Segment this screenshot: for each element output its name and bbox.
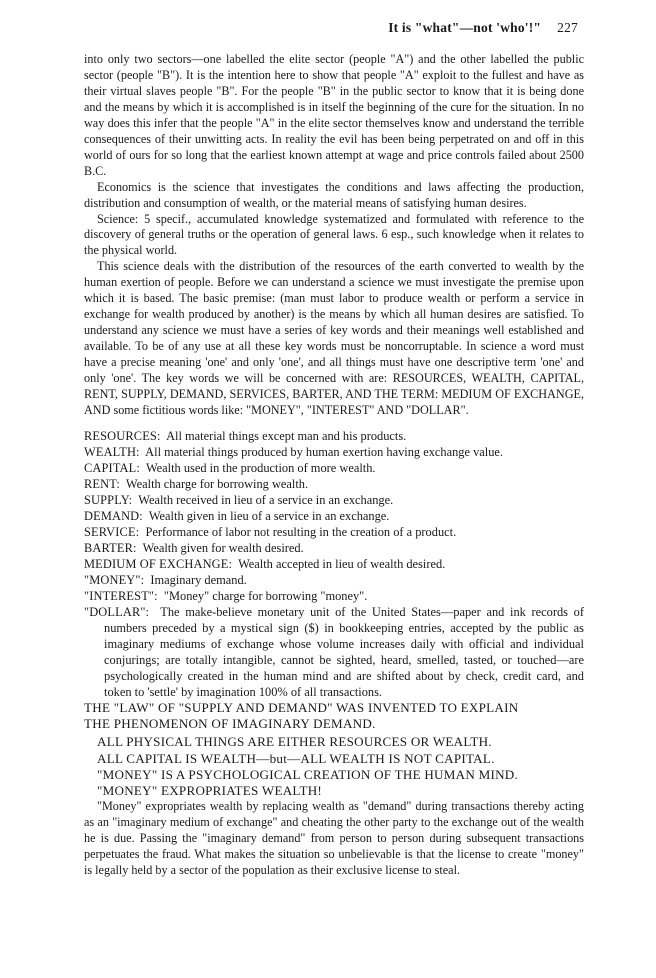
- definition-term: CAPITAL:: [84, 460, 140, 475]
- page-number: 227: [557, 20, 578, 35]
- definition-term: "MONEY":: [84, 572, 145, 587]
- definition-text: Imaginary demand.: [150, 572, 247, 587]
- law-statement: [84, 700, 584, 732]
- definition-text: Wealth charge for borrowing wealth.: [125, 476, 309, 491]
- definition-term: MEDIUM OF EXCHANGE:: [84, 556, 233, 571]
- definition-term: BARTER:: [84, 540, 137, 555]
- definition-text: All material things produced by human exertion having exchange value.: [145, 444, 504, 459]
- definition-text: Wealth given in lieu of a service in an exchange.: [148, 508, 390, 523]
- definition-text: Wealth accepted in lieu of wealth desired.: [238, 556, 446, 571]
- definition-supply: [84, 492, 584, 508]
- running-title: It is "what"—not 'who'!": [388, 20, 542, 35]
- definition-dollar: [84, 604, 584, 700]
- axiom: ALL PHYSICAL THINGS ARE EITHER RESOURCES OR WEALTH.: [97, 734, 492, 750]
- definition-medium-of-exchange: [84, 556, 584, 572]
- paragraph-key-words: This science deals with the distribution of the resources of the earth converted to wealth by the human exertion of people. Before we can understand a science we must investigate the premise upon which it is based. The basic premise: (man must labor to produce wealth or perform a service in exchange for wealth produced by another) is the means by which all human desires are satisfied. To understand any science we must have a series of key words and their meanings well established and available. To be of any use at all these key words must be noncorruptable. In science a word must have a precise meaning 'one' and only 'one', and all things must have one descriptive term 'one' and only 'one'. The key words we will be concerned with are: RESOURCES, WEALTH, CAPITAL, RENT, SUPPLY, DEMAND, SERVICES, BARTER, AND THE TERM: MEDIUM OF EXCHANGE, AND some fictitious words like: "MONEY", "INTEREST" AND "DOLLAR".: [84, 259, 584, 417]
- definition-resources: [84, 428, 584, 444]
- law-statement-line: THE PHENOMENON OF IMAGINARY DEMAND.: [84, 716, 376, 732]
- paragraph-closing: "Money" expropriates wealth by replacing wealth as "demand" during transactions thereby acting as an "imaginary medium of exchange" and cheating the other party to the exchange out of the wealth he is due. Passing the "imaginary demand" from person to person during subsequent transactions perpetuates the fraud. What makes the situation so unbelievable is that the license to create "money" is legally held by a sector of the population as their exclusive license to steal.: [84, 799, 584, 877]
- definition-term: RENT:: [84, 476, 120, 491]
- definition-demand: [84, 508, 584, 524]
- paragraph-economics: Economics is the science that investigates the conditions and laws affecting the production, distribution and consumption of wealth, or the material means of satisfying human desires.: [84, 179, 584, 210]
- definition-term: SERVICE:: [84, 524, 140, 539]
- running-head: [388, 20, 578, 36]
- axiom: "MONEY" EXPROPRIATES WEALTH!: [97, 782, 323, 798]
- axiom: ALL CAPITAL IS WEALTH—but—ALL WEALTH IS NOT CAPITAL.: [97, 750, 495, 766]
- definition-wealth: [84, 444, 584, 460]
- definition-term: RESOURCES:: [84, 428, 161, 443]
- definition-term: DEMAND:: [84, 508, 143, 523]
- definition-text: "Money" charge for borrowing "money".: [163, 588, 368, 603]
- definition-text: The make-believe monetary unit of the United States—paper and ink records of numbers preceded by a mystical sign ($) in bookkeeping entries, accepted by the public as imaginary mediums of exchange whose volume increases daily with official and individual conjurings; are totally intangible, cannot be sighted, heard, smelled, tasted, or touched—are psychologically created in the human mind and are shifted about by check, credit card, and token to 'settle' by imagination 100% of all transactions.: [104, 604, 584, 699]
- definition-barter: [84, 540, 584, 556]
- definition-capital: [84, 460, 584, 476]
- definition-text: Wealth received in lieu of a service in an exchange.: [138, 492, 394, 507]
- definition-money: [84, 572, 584, 588]
- definition-term: "INTEREST":: [84, 588, 158, 603]
- definition-term: "DOLLAR":: [84, 604, 150, 619]
- definition-rent: [84, 476, 584, 492]
- definition-service: [84, 524, 584, 540]
- axioms-list: [84, 734, 584, 799]
- law-statement-line: THE "LAW" OF "SUPPLY AND DEMAND" WAS INVENTED TO EXPLAIN: [84, 699, 519, 715]
- paragraph-science-definition: Science: 5 specif., accumulated knowledge systematized and formulated with reference to the discovery of general truths or the operation of general laws. 6 esp., such knowledge when it relates to the physical world.: [84, 211, 584, 258]
- axiom: "MONEY" IS A PSYCHOLOGICAL CREATION OF THE HUMAN MIND.: [97, 766, 519, 782]
- definition-text: Performance of labor not resulting in the creation of a product.: [145, 524, 457, 539]
- definition-text: All material things except man and his products.: [166, 428, 407, 443]
- definitions-list: [84, 428, 584, 700]
- definition-interest: [84, 588, 584, 604]
- definition-text: Wealth given for wealth desired.: [142, 540, 304, 555]
- paragraph-intro: into only two sectors—one labelled the elite sector (people "A") and the other labelled the public sector (people "B"). It is the intention here to show that people "A" exploit to the fullest and have as their virtual slaves people "B". For the people "B" in the public sector to know that it is being done and the means by which it is accomplished is in itself the beginning of the cure for the situation. In no way does this infer that the people "A" in the elite sector themselves know and understand the terrible consequences of their unwitting acts. In reality the evil has been being perpetrated on and off in this world of ours for so long that the earliest known attempt at wage and price controls failed about 2500 B.C.: [84, 52, 584, 178]
- definition-term: WEALTH:: [84, 444, 140, 459]
- definition-text: Wealth used in the production of more wealth.: [145, 460, 376, 475]
- definition-term: SUPPLY:: [84, 492, 133, 507]
- body-text: [84, 52, 584, 879]
